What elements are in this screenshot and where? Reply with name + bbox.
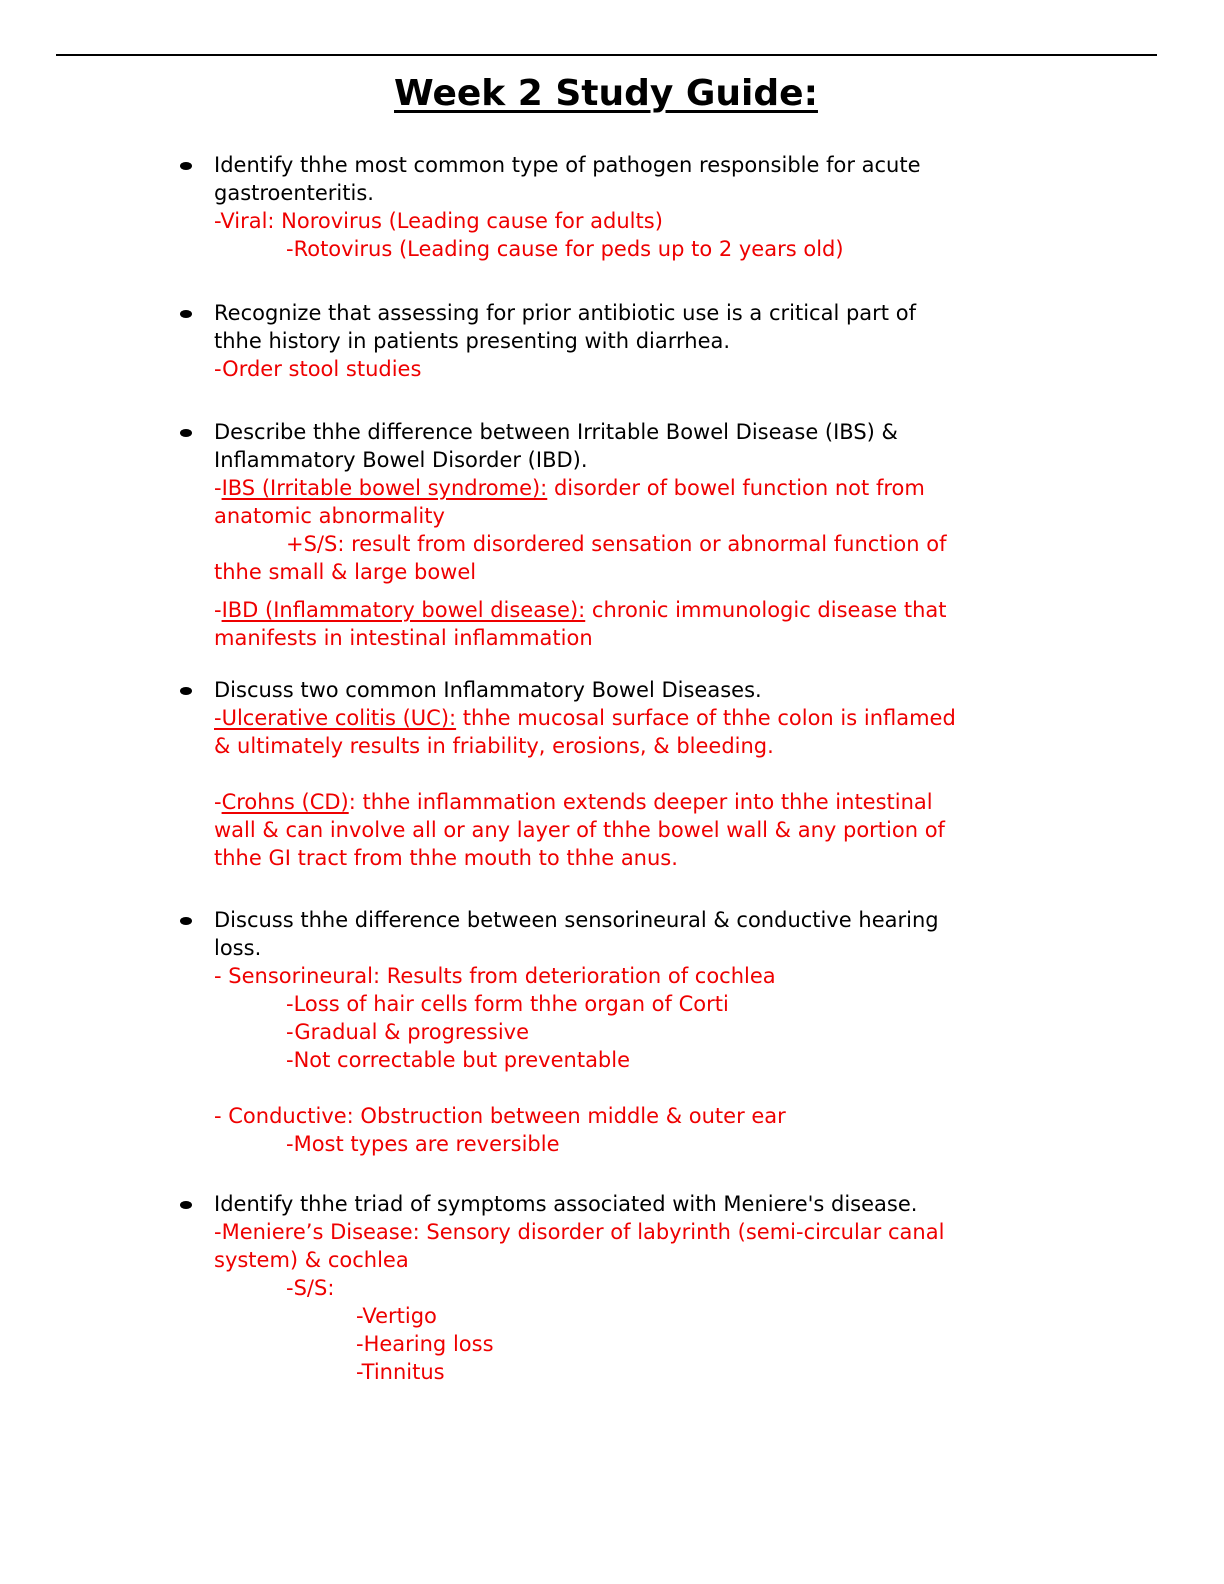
answer-line: -Vertigo xyxy=(356,1304,437,1328)
answer-line: -Rotovirus (Leading cause for peds up to 2 years old) xyxy=(286,237,844,261)
answer-line: -S/S: xyxy=(286,1276,335,1300)
answer-line: anatomic abnormality xyxy=(214,504,445,528)
list-item-ibs-vs-ibd xyxy=(176,418,1056,652)
list-item-menieres-disease xyxy=(176,1190,1056,1386)
answer-line xyxy=(214,474,1056,502)
question-line: gastroenteritis. xyxy=(214,181,374,205)
ibd-definition: chronic immunologic disease that xyxy=(585,598,947,622)
answer-line: thhe small & large bowel xyxy=(214,560,477,584)
item-content xyxy=(214,906,1056,1158)
answer-line: wall & can involve all or any layer of thhe bowel wall & any portion of xyxy=(214,818,945,842)
bullet-icon xyxy=(180,429,192,437)
bullet-icon xyxy=(180,687,192,695)
dash: - xyxy=(214,790,222,814)
cd-definition: : thhe inflammation extends deeper into thhe intestinal xyxy=(348,790,933,814)
bullet-icon xyxy=(180,1201,192,1209)
list-item-hearing-loss xyxy=(176,906,1056,1158)
answer-line: - Conductive: Obstruction between middle & outer ear xyxy=(214,1104,786,1128)
question-line: loss. xyxy=(214,936,262,960)
item-content xyxy=(214,676,1056,872)
ibs-definition: disorder of bowel function not from xyxy=(547,476,925,500)
page-title xyxy=(0,72,1212,116)
question-line: Discuss two common Inflammatory Bowel Diseases. xyxy=(214,678,762,702)
question-line: Recognize that assessing for prior antibiotic use is a critical part of xyxy=(214,301,916,325)
uc-definition: thhe mucosal surface of thhe colon is inflamed xyxy=(456,706,956,730)
answer-line xyxy=(214,788,1056,816)
item-content xyxy=(214,1190,1056,1386)
dash: - xyxy=(214,476,222,500)
answer-line: -Order stool studies xyxy=(214,357,422,381)
uc-term: -Ulcerative colitis (UC): xyxy=(214,706,457,730)
list-item-inflammatory-bowel-diseases xyxy=(176,676,1056,872)
question-line: thhe history in patients presenting with diarrhea. xyxy=(214,329,731,353)
answer-line xyxy=(214,704,1056,732)
answer-line: -Viral: Norovirus (Leading cause for adults) xyxy=(214,209,663,233)
answer-line: manifests in intestinal inflammation xyxy=(214,626,593,650)
list-item-gastroenteritis xyxy=(176,151,1056,263)
answer-line: -Not correctable but preventable xyxy=(286,1048,631,1072)
answer-line: -Meniere’s Disease: Sensory disorder of labyrinth (semi-circular canal xyxy=(214,1220,945,1244)
answer-line: -Most types are reversible xyxy=(286,1132,560,1156)
ibs-term: IBS (Irritable bowel syndrome): xyxy=(221,476,548,500)
answer-line: & ultimately results in friability, erosions, & bleeding. xyxy=(214,734,774,758)
bullet-icon xyxy=(180,310,192,318)
item-content xyxy=(214,151,1056,263)
answer-line xyxy=(214,596,1056,624)
answer-line: -Gradual & progressive xyxy=(286,1020,530,1044)
dash: - xyxy=(214,598,222,622)
ibd-term: IBD (Inflammatory bowel disease): xyxy=(221,598,586,622)
bullet-icon xyxy=(180,917,192,925)
page-title-text: Week 2 Study Guide: xyxy=(394,73,818,114)
question-line: Inflammatory Bowel Disorder (IBD). xyxy=(214,448,588,472)
answer-line: -Loss of hair cells form thhe organ of Corti xyxy=(286,992,729,1016)
answer-line: +S/S: result from disordered sensation or abnormal function of xyxy=(286,532,947,556)
answer-line: system) & cochlea xyxy=(214,1248,409,1272)
cd-term: Crohns (CD) xyxy=(221,790,349,814)
question-line: Identify thhe triad of symptoms associated with Meniere's disease. xyxy=(214,1192,918,1216)
bullet-icon xyxy=(180,162,192,170)
item-content xyxy=(214,299,1056,383)
list-item-antibiotic-use xyxy=(176,299,1056,383)
question-line: Identify thhe most common type of pathogen responsible for acute xyxy=(214,153,921,177)
item-content xyxy=(214,418,1056,652)
question-line: Discuss thhe difference between sensorineural & conductive hearing xyxy=(214,908,939,932)
answer-line: -Tinnitus xyxy=(356,1360,445,1384)
top-rule xyxy=(56,54,1157,56)
answer-line: - Sensorineural: Results from deterioration of cochlea xyxy=(214,964,776,988)
answer-line: -Hearing loss xyxy=(356,1332,494,1356)
question-line: Describe thhe difference between Irritable Bowel Disease (IBS) & xyxy=(214,420,898,444)
answer-line: thhe GI tract from thhe mouth to thhe anus. xyxy=(214,846,678,870)
